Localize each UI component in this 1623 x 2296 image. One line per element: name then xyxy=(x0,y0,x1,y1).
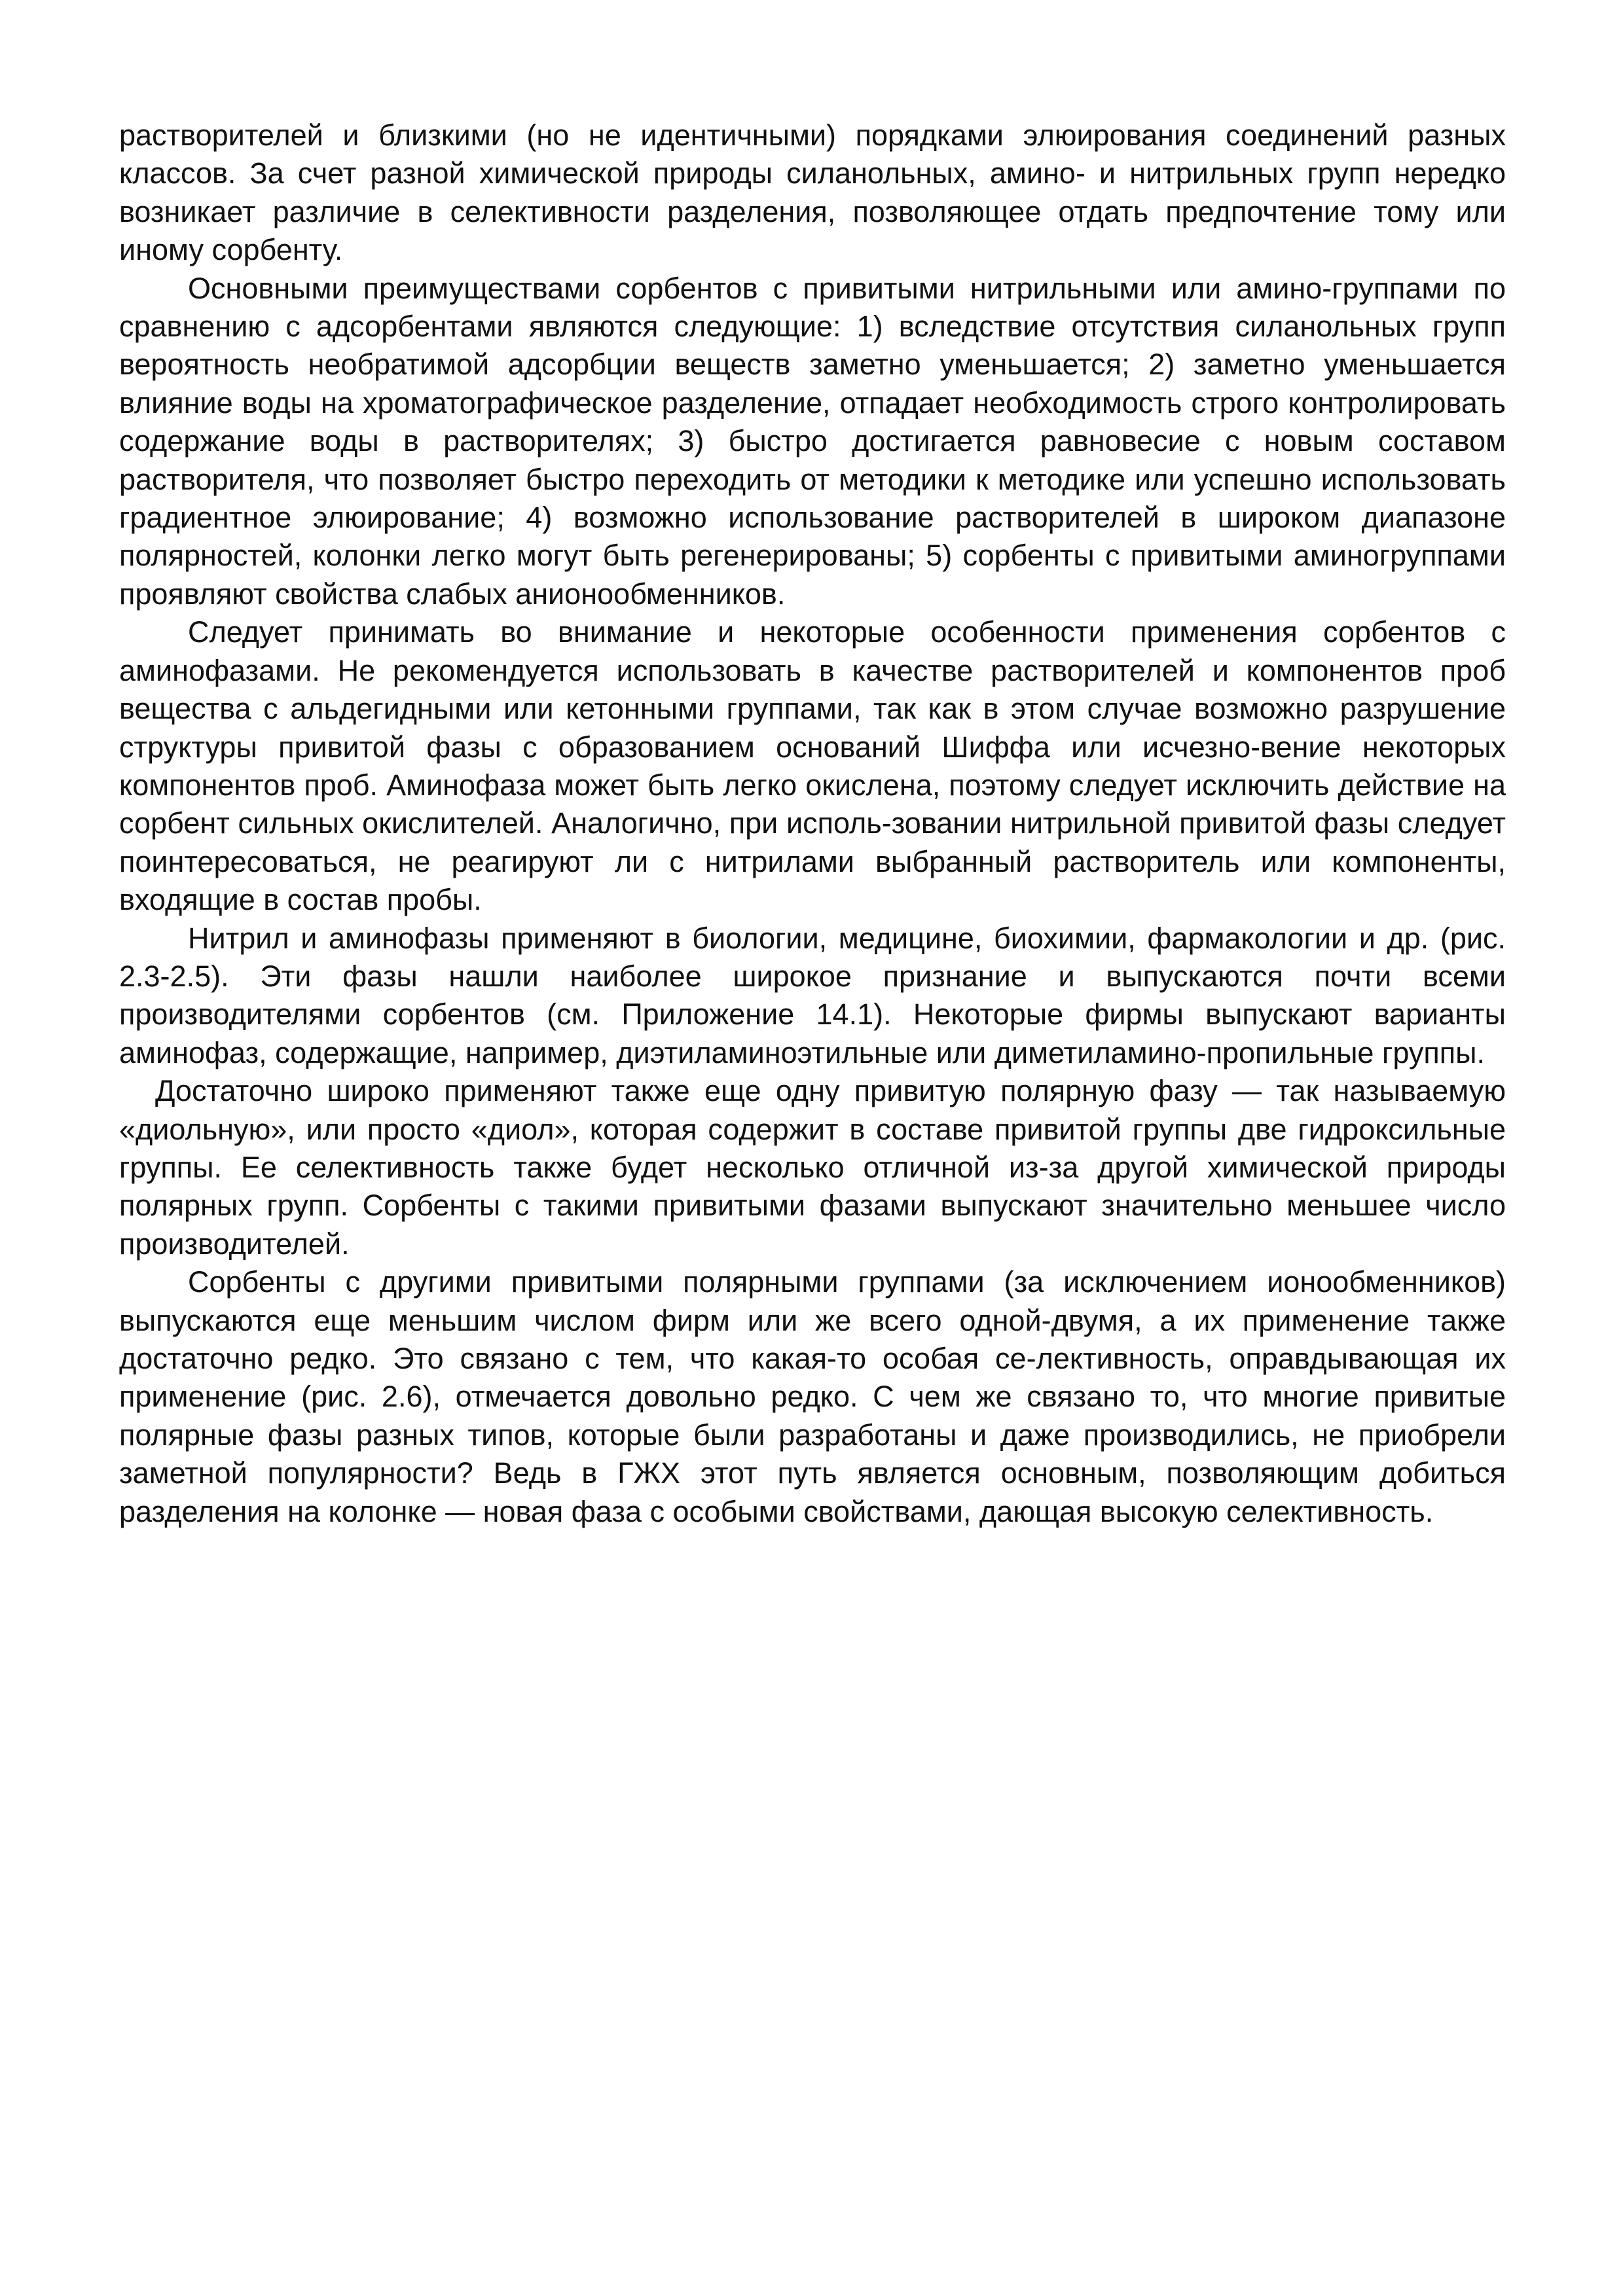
body-text xyxy=(119,117,1506,1531)
paragraph-6: Сорбенты с другими привитыми полярными группами (за исключением ионообменников) выпускаются еще меньшим числом фирм или же всего одной-двумя, а их применение также достаточно редко. Это связано с тем, что какая-то особая се-лективность, оправдывающая их применение (рис. 2.6), отмечается довольно редко. С чем же связано то, что многие привитые полярные фазы разных типов, которые были разработаны и даже производились, не приобрели заметной популярности? Ведь в ГЖХ этот путь является основным, позволяющим добиться разделения на колонке — новая фаза с особыми свойствами, дающая высокую селективность. xyxy=(119,1265,1506,1528)
paragraph-2: Основными преимуществами сорбентов с привитыми нитрильными или амино-группами по сравнению с адсорбентами являются следующие: 1) вследствие отсутствия силанольных групп вероятность необратимой адсорбции веществ заметно уменьшается; 2) заметно уменьшается влияние воды на хроматографическое разделение, отпадает необходимость строго контролировать содержание воды в растворителях; 3) быстро достигается равновесие с новым составом растворителя, что позволяет быстро переходить от методики к методике или успешно использовать градиентное элюирование; 4) возможно использование растворителей в широком диапазоне полярностей, колонки легко могут быть регенерированы; 5) сорбенты с привитыми аминогруппами проявляют свойства слабых анионообменников. xyxy=(119,271,1506,611)
paragraph-1: растворителей и близкими (но не идентичными) порядками элюирования соединений разных классов. За счет разной химической природы силанольных, амино- и нитрильных групп нередко возникает различие в селективности разделения, позволяющее отдать предпочтение тому или иному сорбенту. xyxy=(119,118,1506,267)
paragraph-4: Нитрил и аминофазы применяют в биологии, медицине, биохимии, фармакологии и др. (рис. 2.3-2.5). Эти фазы нашли наиболее широкое признание и выпускаются почти всеми производителями сорбентов (см. Приложение 14.1). Некоторые фирмы выпускают варианты аминофаз, содержащие, например, диэтиламиноэтильные или диметиламино-пропильные группы. xyxy=(119,921,1506,1069)
paragraph-3: Следует принимать во внимание и некоторые особенности применения сорбентов с аминофазами. Не рекомендуется использовать в качестве растворителей и компонентов проб вещества с альдегидными или кетонными группами, так как в этом случае возможно разрушение структуры привитой фазы с образованием оснований Шиффа или исчезно-вение некоторых компонентов проб. Аминофаза может быть легко окислена, поэтому следует исключить действие на сорбент сильных окислителей. Аналогично, при исполь-зовании нитрильной привитой фазы следует поинтересоваться, не реагируют ли с нитрилами выбранный растворитель или компоненты, входящие в состав пробы. xyxy=(119,615,1506,917)
paragraph-5: Достаточно широко применяют также еще одну привитую полярную фазу — так называемую «диольную», или просто «диол», которая содержит в составе привитой группы две гидроксильные группы. Ее селективность также будет несколько отличной из-за другой химической природы полярных групп. Сорбенты с такими привитыми фазами выпускают значительно меньшее число производителей. xyxy=(119,1074,1506,1261)
